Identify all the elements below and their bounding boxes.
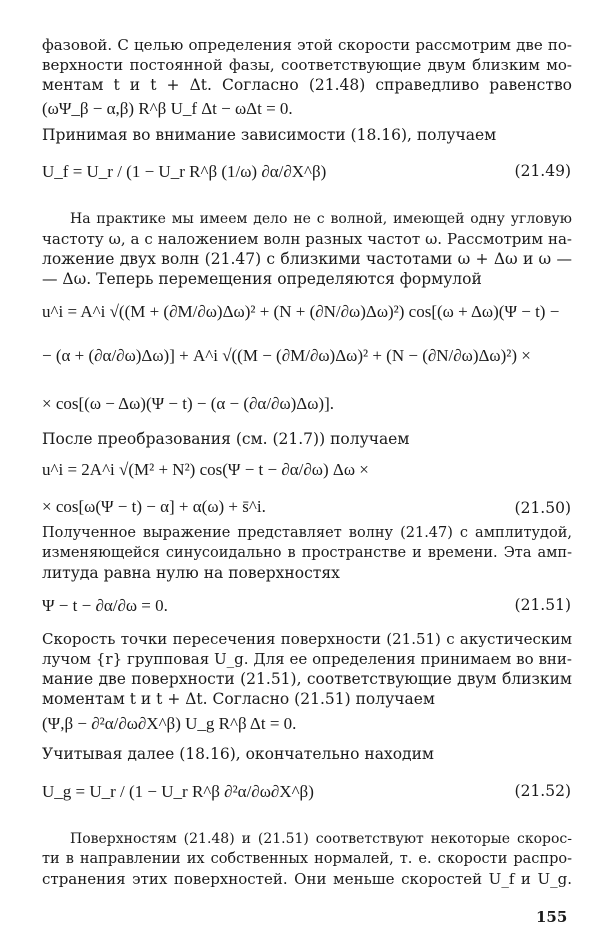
equation-number: (21.52) (514, 782, 571, 800)
text-line: частоту ω, а с наложением волн разных частот ω. Рассмотрим на- (42, 230, 572, 248)
text-line: Учитывая далее (18.16), окончательно находим (42, 745, 434, 763)
text-line: — Δω. Теперь перемещения определяются формулой (42, 270, 482, 288)
text-line: фазовой. С целью определения этой скорости рассмотрим две по- (42, 36, 572, 54)
text-line: литуда равна нулю на поверхностях (42, 564, 340, 582)
text-line: Скорость точки пересечения поверхности (21.51) с акустическим (42, 630, 572, 648)
equation-u-part-3: × cos[(ω − Δω)(Ψ − t) − (α − (∂α/∂ω)Δω)]. (42, 394, 334, 413)
equation-21-50-a: u^i = 2A^i √(M² + N²) cos(Ψ − t − ∂α/∂ω) Δω × (42, 460, 369, 479)
equation-phase: (ωΨ_β − α,β) R^β U_f Δt − ωΔt = 0. (42, 99, 293, 118)
equation-u-part-1: u^i = A^i √((M + (∂M/∂ω)Δω)² + (N + (∂N/∂ω)Δω)²) cos[(ω + Δω)(Ψ − t) − (42, 302, 560, 321)
equation-group-velocity: (Ψ,β − ∂²α/∂ω∂X^β) U_g R^β Δt = 0. (42, 714, 297, 733)
text-line: Принимая во внимание зависимости (18.16), получаем (42, 126, 497, 144)
page-number: 155 (536, 908, 568, 926)
equation-u-part-2: − (α + (∂α/∂ω)Δω)] + A^i √((M − (∂M/∂ω)Δω)² + (N − (∂N/∂ω)Δω)²) × (42, 346, 531, 365)
equation-21-51: Ψ − t − ∂α/∂ω = 0. (42, 596, 168, 615)
equation-number: (21.51) (514, 596, 571, 614)
text-line: После преобразования (см. (21.7)) получаем (42, 430, 410, 448)
text-line: лучом {r} групповая U_g. Для ее определения принимаем во вни- (42, 650, 572, 668)
equation-number: (21.50) (514, 499, 571, 517)
text-line: Полученное выражение представляет волну (21.47) с амплитудой, (42, 525, 572, 541)
text-line: Поверхностям (21.48) и (21.51) соответствуют некоторые скорос- (70, 831, 572, 847)
equation-21-49: U_f = U_r / (1 − U_r R^β (1/ω) ∂α/∂X^β) (42, 162, 327, 181)
text-line: ти в направлении их собственных нормалей, т. е. скорости распро- (42, 851, 572, 867)
text-line: странения этих поверхностей. Они меньше скоростей U_f и U_g. (42, 870, 572, 888)
text-line: верхности постоянной фазы, соответствующие двум близким мо- (42, 56, 572, 74)
text-line: ложение двух волн (21.47) с близкими частотами ω + Δω и ω — (42, 250, 572, 268)
text-line: моментам t и t + Δt. Согласно (21.51) получаем (42, 690, 435, 708)
text-line: мание две поверхности (21.51), соответствующие двум близким (42, 670, 572, 688)
equation-21-50-b: × cos[ω(Ψ − t) − α] + α(ω) + s̄^i. (42, 497, 266, 516)
text-line: изменяющейся синусоидально в пространстве и времени. Эта амп- (42, 545, 572, 561)
equation-21-52: U_g = U_r / (1 − U_r R^β ∂²α/∂ω∂X^β) (42, 782, 314, 801)
equation-number: (21.49) (514, 162, 571, 180)
text-line: На практике мы имеем дело не с волной, имеющей одну угловую (70, 211, 572, 227)
text-line: ментам t и t + Δt. Согласно (21.48) справедливо равенство (42, 76, 572, 94)
